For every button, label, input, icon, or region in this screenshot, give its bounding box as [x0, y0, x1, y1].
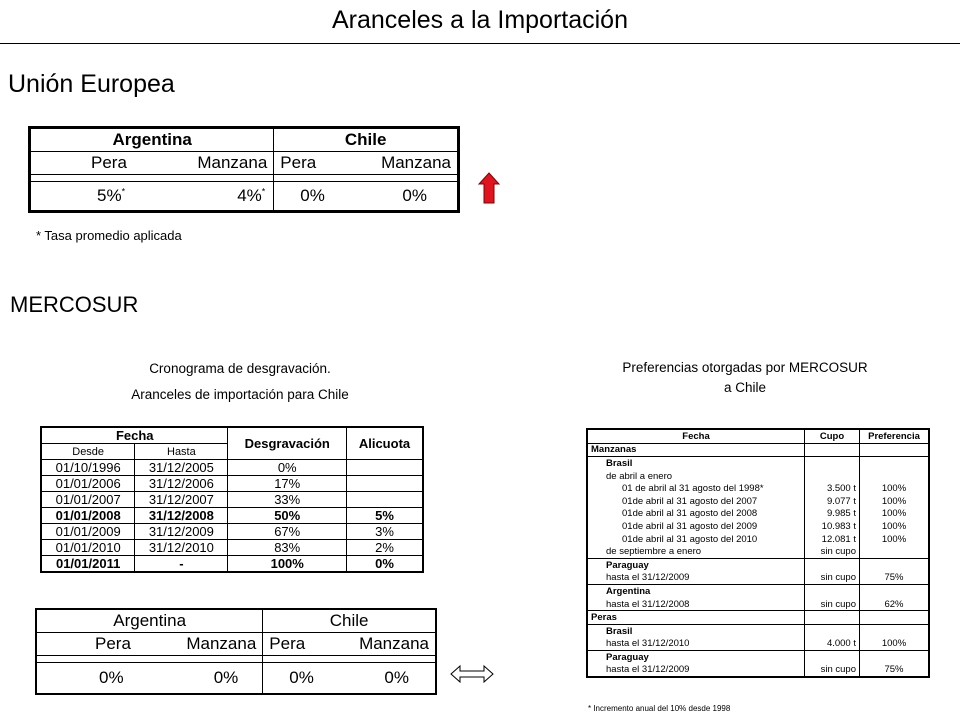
- eu-product-manzana-chl: Manzana: [349, 152, 459, 175]
- sched-hasta: 31/12/2008: [135, 508, 228, 524]
- sched-desgravacion: 67%: [228, 524, 347, 540]
- pref-fecha: 01de abril al 31 agosto del 2010: [587, 533, 805, 546]
- preferences-caption: [585, 358, 905, 398]
- table-row: [587, 482, 929, 495]
- table-row: [41, 556, 423, 573]
- sched-header-fecha: Fecha: [41, 427, 228, 444]
- sched-header-hasta: Hasta: [135, 444, 228, 460]
- table-row: [587, 533, 929, 546]
- table-row: [41, 476, 423, 492]
- table-row: [41, 540, 423, 556]
- sched-alicuota: 5%: [347, 508, 424, 524]
- left-right-arrow-icon: [450, 664, 494, 684]
- table-row: [587, 495, 929, 508]
- sched-desde: 01/01/2007: [41, 492, 135, 508]
- merc-group-argentina: Argentina: [36, 609, 263, 633]
- pref-header-preferencia: Preferencia: [860, 429, 930, 443]
- pref-value: [860, 545, 930, 558]
- pref-section-peras: Peras: [587, 611, 805, 625]
- sched-alicuota: 3%: [347, 524, 424, 540]
- sched-desgravacion: 50%: [228, 508, 347, 524]
- pref-cupo: sin cupo: [805, 572, 860, 585]
- pref-header-cupo: Cupo: [805, 429, 860, 443]
- mercosur-tariff-table: [35, 608, 437, 695]
- pref-cupo: sin cupo: [805, 664, 860, 678]
- merc-product-pera-chl: Pera: [263, 633, 334, 656]
- table-row: [41, 524, 423, 540]
- sched-hasta: 31/12/2005: [135, 460, 228, 476]
- pref-fecha: 01de abril al 31 agosto del 2009: [587, 520, 805, 533]
- sched-desde: 01/01/2011: [41, 556, 135, 573]
- eu-value-manzana-arg: 4%*: [165, 182, 273, 212]
- sched-header-alicuota: Alicuota: [347, 427, 424, 460]
- pref-value: 100%: [860, 482, 930, 495]
- pref-value: 100%: [860, 508, 930, 521]
- sched-desde: 01/01/2009: [41, 524, 135, 540]
- pref-header-fecha: Fecha: [587, 429, 805, 443]
- sched-hasta: 31/12/2007: [135, 492, 228, 508]
- eu-value-pera-arg: 5%*: [30, 182, 166, 212]
- merc-value-pera-chl: 0%: [263, 663, 334, 695]
- sched-desgravacion: 33%: [228, 492, 347, 508]
- table-row: [587, 508, 929, 521]
- pref-cupo: 9.077 t: [805, 495, 860, 508]
- merc-value-manzana-chl: 0%: [333, 663, 436, 695]
- sched-hasta: -: [135, 556, 228, 573]
- pref-cupo: sin cupo: [805, 598, 860, 611]
- merc-product-manzana-arg: Manzana: [161, 633, 263, 656]
- pref-country-brasil: Brasil: [587, 457, 805, 470]
- sched-desgravacion: 100%: [228, 556, 347, 573]
- table-row: [41, 492, 423, 508]
- table-row: [587, 664, 929, 678]
- pref-cupo: 3.500 t: [805, 482, 860, 495]
- pref-fecha: 01de abril al 31 agosto del 2007: [587, 495, 805, 508]
- sched-hasta: 31/12/2006: [135, 476, 228, 492]
- pref-country-paraguay: Paraguay: [587, 558, 805, 571]
- eu-footnote: * Tasa promedio aplicada: [36, 228, 182, 243]
- title-divider: [0, 43, 960, 44]
- merc-value-manzana-arg: 0%: [161, 663, 263, 695]
- eu-value-manzana-chl: 0%: [349, 182, 459, 212]
- mercosur-heading: MERCOSUR: [10, 292, 139, 317]
- table-row: [587, 572, 929, 585]
- pref-value: 100%: [860, 638, 930, 651]
- schedule-caption-line-2: Aranceles de importación para Chile: [131, 387, 349, 402]
- pref-value: 100%: [860, 520, 930, 533]
- pref-cupo: 9.985 t: [805, 508, 860, 521]
- eu-tariff-table: [28, 126, 460, 213]
- eu-product-manzana-arg: Manzana: [165, 152, 273, 175]
- sched-desde: 01/01/2008: [41, 508, 135, 524]
- sched-header-desgravacion: Desgravación: [228, 427, 347, 460]
- eu-group-argentina: Argentina: [30, 128, 274, 152]
- schedule-caption-line-1: Cronograma de desgravación.: [149, 361, 331, 376]
- pref-fecha: hasta el 31/12/2008: [587, 598, 805, 611]
- pref-period: de abril a enero: [587, 470, 805, 483]
- sched-desgravacion: 17%: [228, 476, 347, 492]
- pref-cupo: sin cupo: [805, 545, 860, 558]
- schedule-caption: [60, 356, 420, 408]
- table-row: [41, 508, 423, 524]
- table-row: [587, 638, 929, 651]
- preferences-caption-line-1: Preferencias otorgadas por MERCOSUR: [622, 360, 868, 375]
- sched-hasta: 31/12/2009: [135, 524, 228, 540]
- eu-value-pera-chl: 0%: [274, 182, 349, 212]
- sched-alicuota: [347, 460, 424, 476]
- pref-value: 75%: [860, 572, 930, 585]
- desgravacion-schedule-table: [40, 426, 424, 573]
- pref-section-manzanas: Manzanas: [587, 443, 805, 457]
- sched-desde: 01/01/2006: [41, 476, 135, 492]
- pref-cupo: 12.081 t: [805, 533, 860, 546]
- sched-alicuota: 2%: [347, 540, 424, 556]
- pref-fecha: 01 de abril al 31 agosto del 1998*: [587, 482, 805, 495]
- eu-group-chile: Chile: [274, 128, 459, 152]
- sched-alicuota: 0%: [347, 556, 424, 573]
- pref-fecha: hasta el 31/12/2009: [587, 664, 805, 678]
- table-row: [587, 545, 929, 558]
- table-row: [41, 460, 423, 476]
- pref-country-brasil: Brasil: [587, 624, 805, 637]
- preferences-footnote: * Incremento anual del 10% desde 1998: [588, 704, 731, 713]
- pref-country-argentina: Argentina: [587, 585, 805, 598]
- sched-desgravacion: 83%: [228, 540, 347, 556]
- up-arrow-icon: [478, 172, 500, 204]
- pref-fecha: hasta el 31/12/2010: [587, 638, 805, 651]
- table-row: [587, 520, 929, 533]
- eu-heading: Unión Europea: [8, 70, 175, 98]
- pref-value: 62%: [860, 598, 930, 611]
- sched-desde: 01/01/2010: [41, 540, 135, 556]
- pref-country-paraguay: Paraguay: [587, 651, 805, 664]
- pref-cupo: 4.000 t: [805, 638, 860, 651]
- page-title: Aranceles a la Importación: [332, 6, 628, 34]
- pref-fecha: 01de abril al 31 agosto del 2008: [587, 508, 805, 521]
- pref-value: 100%: [860, 533, 930, 546]
- eu-product-pera-chl: Pera: [274, 152, 349, 175]
- merc-product-manzana-chl: Manzana: [333, 633, 436, 656]
- pref-value: 100%: [860, 495, 930, 508]
- sched-header-desde: Desde: [41, 444, 135, 460]
- preferences-table: [586, 428, 930, 678]
- pref-fecha: hasta el 31/12/2009: [587, 572, 805, 585]
- merc-value-pera-arg: 0%: [36, 663, 161, 695]
- sched-alicuota: [347, 476, 424, 492]
- table-row: [587, 598, 929, 611]
- pref-value: 75%: [860, 664, 930, 678]
- sched-desde: 01/10/1996: [41, 460, 135, 476]
- sched-alicuota: [347, 492, 424, 508]
- merc-product-pera-arg: Pera: [36, 633, 161, 656]
- sched-hasta: 31/12/2010: [135, 540, 228, 556]
- preferences-caption-line-2: a Chile: [723, 380, 767, 395]
- eu-product-pera-arg: Pera: [30, 152, 166, 175]
- pref-cupo: 10.983 t: [805, 520, 860, 533]
- sched-desgravacion: 0%: [228, 460, 347, 476]
- pref-fecha: de septiembre a enero: [587, 545, 805, 558]
- merc-group-chile: Chile: [263, 609, 436, 633]
